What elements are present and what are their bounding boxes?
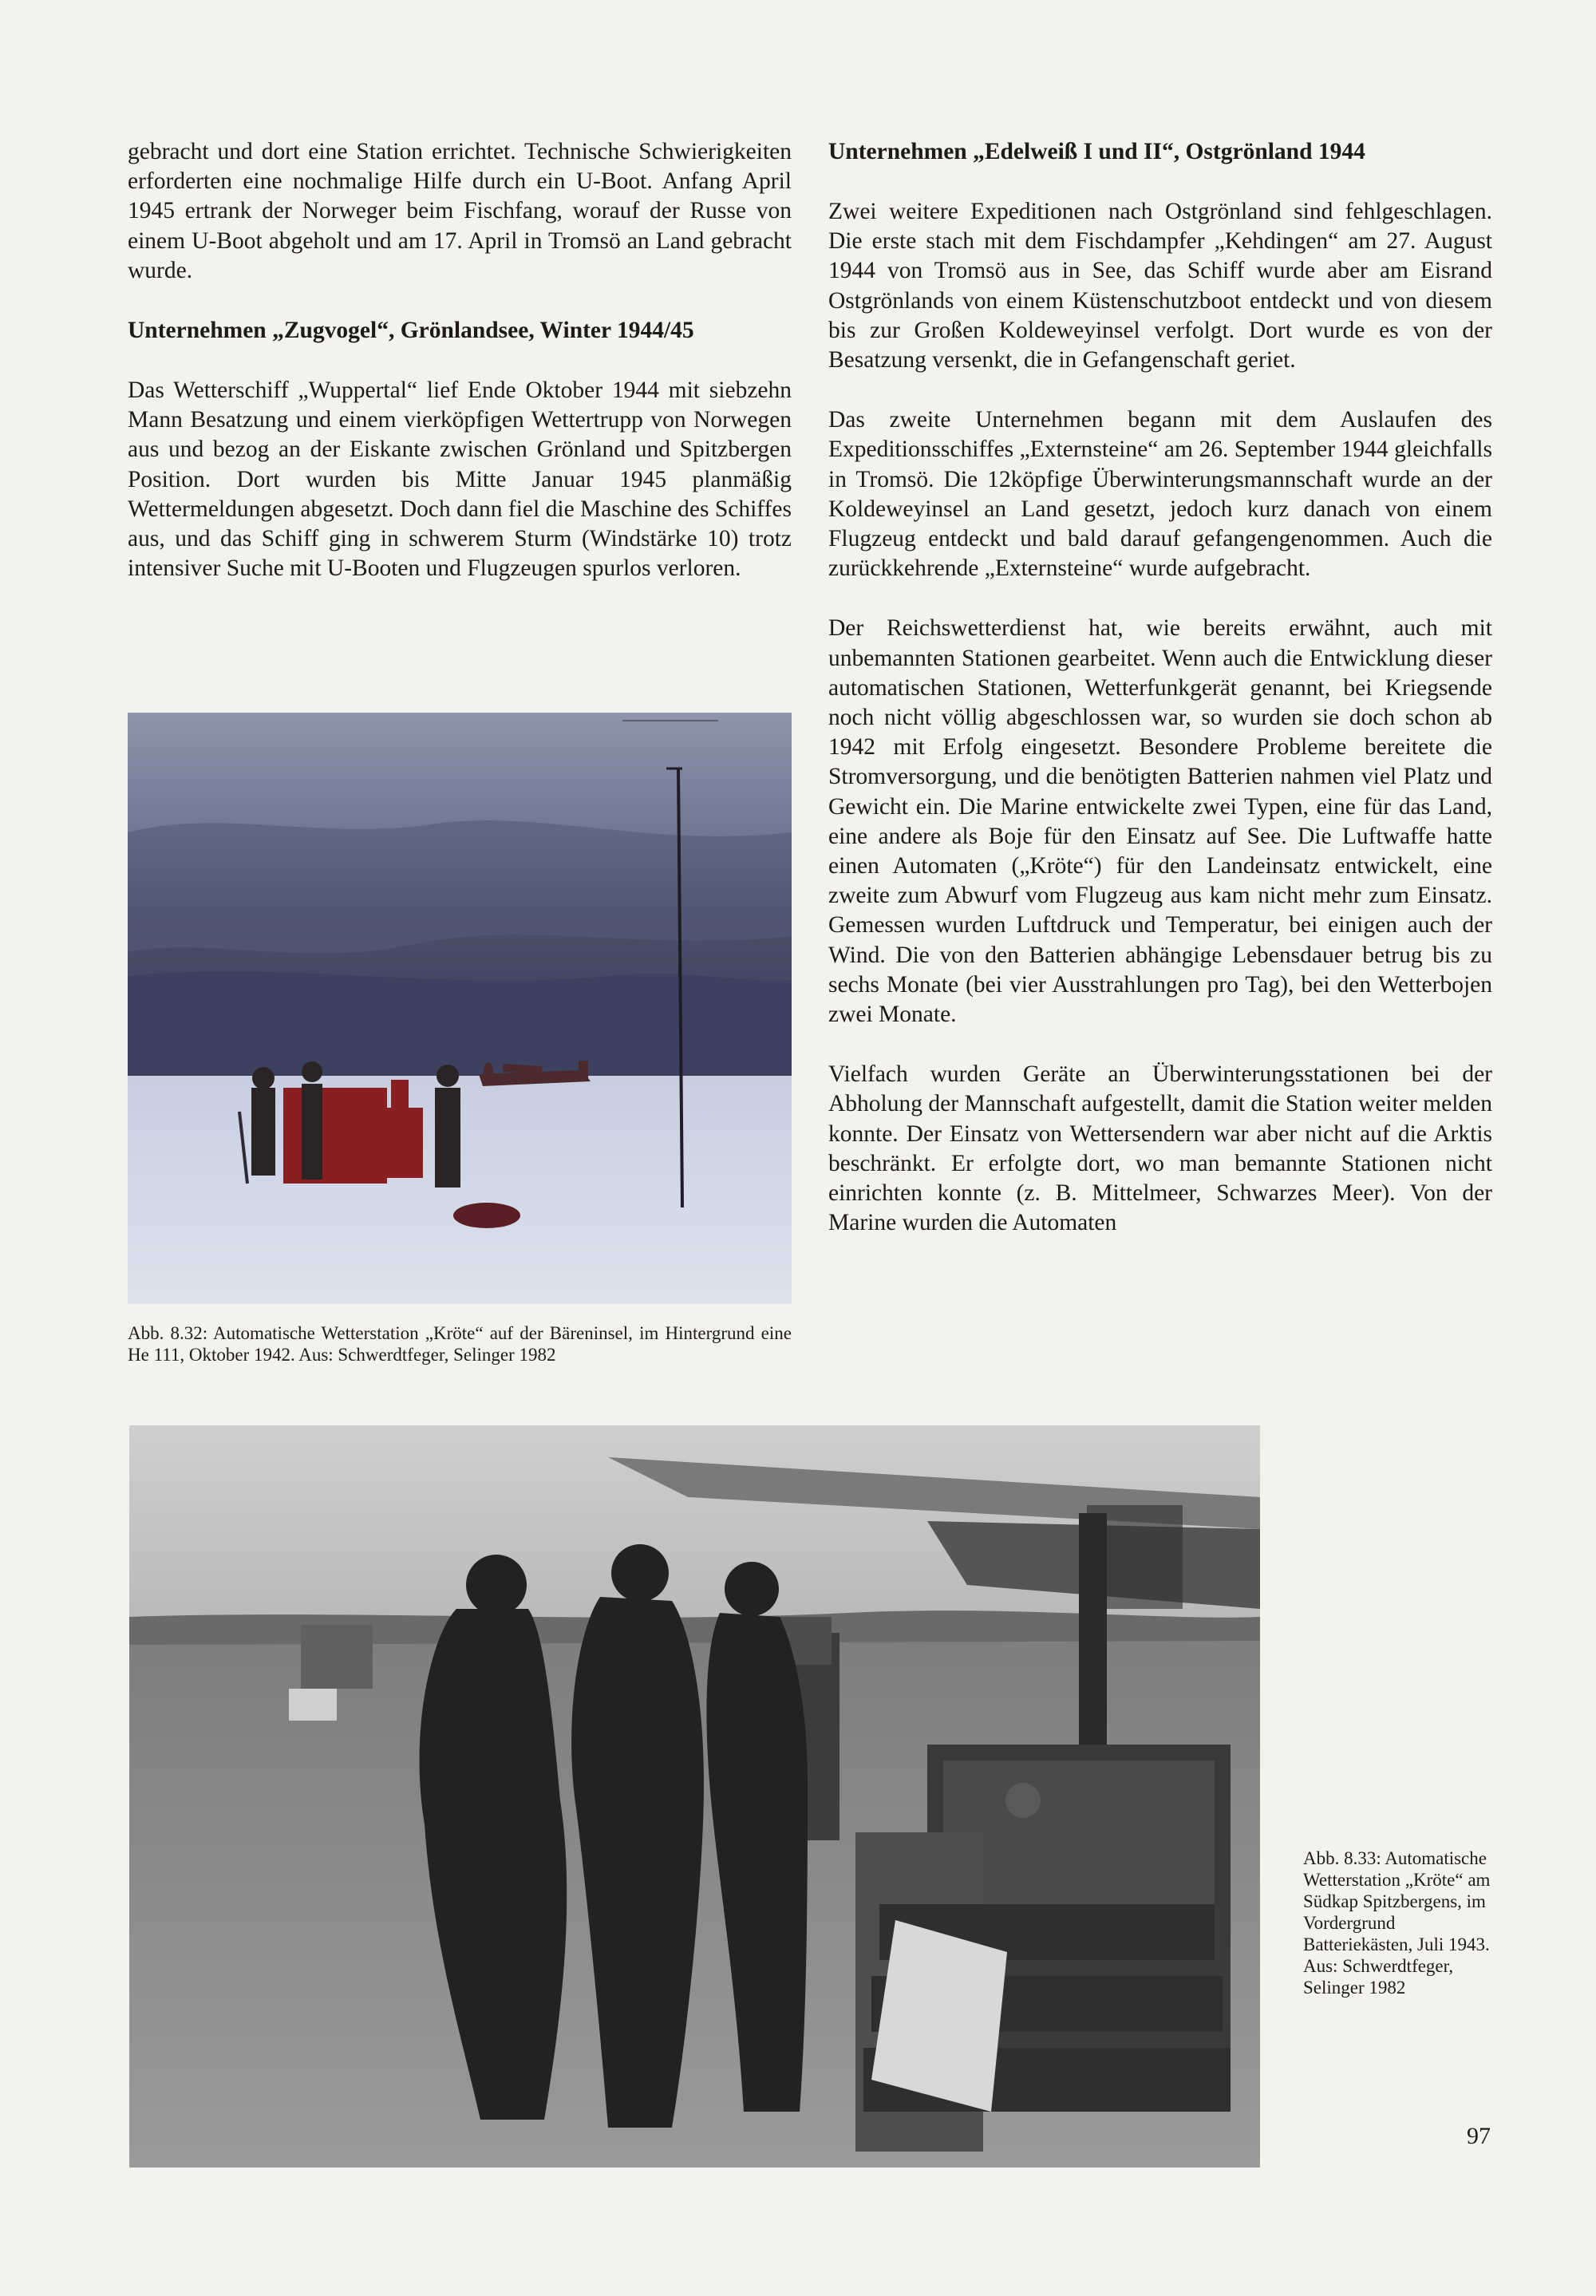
figure-caption-8-32: Abb. 8.32: Automatische Wetterstation „Kröte“ auf der Bäreninsel, im Hintergrund eine He 111, Oktober 1942. Aus: Schwerdtfeger, Selinger 1982 xyxy=(128,1323,792,1365)
right-paragraph-1: Zwei weitere Expeditionen nach Ostgrönland sind fehlgeschlagen. Die erste stach mit dem Fischdampfer „Kehdingen“ am 27. August 1944 von Tromsö aus in See, das Schiff wurde aber am Eisrand Ostgrönlands von einem Küstenschutzboot entdeckt und von diesem bis zur Großen Koldeweyinsel verfolgt. Dort wurde es von der Besatzung versenkt, die in Gefangenschaft geriet. xyxy=(828,199,1492,373)
photo-kroete-baereninsel xyxy=(128,713,792,1304)
section-heading-zugvogel: Unternehmen „Zugvogel“, Grönlandsee, Winter 1944/45 xyxy=(128,318,694,344)
section-heading-edelweiss: Unternehmen „Edelweiß I und II“, Ostgrönland 1944 xyxy=(828,139,1365,164)
right-paragraph-4: Vielfach wurden Geräte an Überwinterungsstationen bei der Abholung der Mannschaft aufgestellt, damit die Station weiter melden konnte. Der Einsatz von Wettersendern war aber nicht auf die Arktis beschränkt. Er erfolgte dort, wo man bemannte Stationen nicht einrichten konnte (z. B. Mittelmeer, Schwarzes Meer). Von der Marine wurden die Automaten xyxy=(828,1061,1492,1236)
photo-kroete-spitzbergen xyxy=(129,1425,1260,2168)
figure-caption-8-33: Abb. 8.33: Automatische Wetterstation „Kröte“ am Südkap Spitzbergens, im Vordergrund Batteriekästen, Juli 1943. Aus: Schwerdtfeger, Selinger 1982 xyxy=(1303,1848,1491,1998)
page-number: 97 xyxy=(1467,2123,1491,2149)
right-column xyxy=(828,137,1492,1239)
left-paragraph-1: gebracht und dort eine Station errichtet. Technische Schwierigkeiten erforderten eine nochmalige Hilfe durch ein U-Boot. Anfang April 1945 ertrank der Norweger beim Fischfang, worauf der Russe von einem U-Boot abgeholt und am 17. April in Tromsö an Land gebracht wurde. xyxy=(128,139,792,283)
right-paragraph-3: Der Reichswetterdienst hat, wie bereits erwähnt, auch mit unbemannten Stationen gearbeitet. Wenn auch die Entwicklung dieser automatischen Stationen, Wetterfunkgerät genannt, bei Kriegsende noch nicht völlig abgeschlossen war, so wurden sie doch schon ab 1942 mit Erfolg eingesetzt. Besondere Probleme bereitete die Stromversorgung, und die benötigten Batterien nahmen viel Platz und Gewicht ein. Die Marine entwickelte zwei Typen, eine für das Land, eine andere als Boje für den Einsatz auf See. Die Luftwaffe hatte einen Automaten („Kröte“) für den Landeinsatz entwickelt, eine zweite zum Abwurf vom Flugzeug aus kam nicht mehr zum Einsatz. Gemessen wurden Luftdruck und Temperatur, bei einigen auch der Wind. Die von den Batterien abhängige Lebensdauer betrug bis zu sechs Monate (bei vier Ausstrahlungen pro Tag), bei den Wetterbojen zwei Monate. xyxy=(828,615,1492,1028)
left-column xyxy=(128,137,792,583)
right-paragraph-2: Das zweite Unternehmen begann mit dem Auslaufen des Expeditionsschiffes „Externsteine“ am 26. September 1944 gleichfalls in Tromsö. Die 12köpfige Überwinterungsmannschaft wurde an der Koldeweyinsel an Land gesetzt, jedoch kurz danach von einem Flugzeug entdeckt und bald darauf gefangengenommen. Auch die zurückkehrende „Externsteine“ wurde aufgebracht. xyxy=(828,407,1492,582)
left-paragraph-2: Das Wetterschiff „Wuppertal“ lief Ende Oktober 1944 mit siebzehn Mann Besatzung und einem vierköpfigen Wettertrupp von Norwegen aus und bezog an der Eiskante zwischen Grönland und Spitzbergen Position. Dort wurden bis Mitte Januar 1945 planmäßig Wettermeldungen abgesetzt. Doch dann fiel die Maschine des Schiffes aus, und das Schiff ging in schwerem Sturm (Windstärke 10) trotz intensiver Suche mit U-Booten und Flugzeugen spurlos verloren. xyxy=(128,377,792,582)
